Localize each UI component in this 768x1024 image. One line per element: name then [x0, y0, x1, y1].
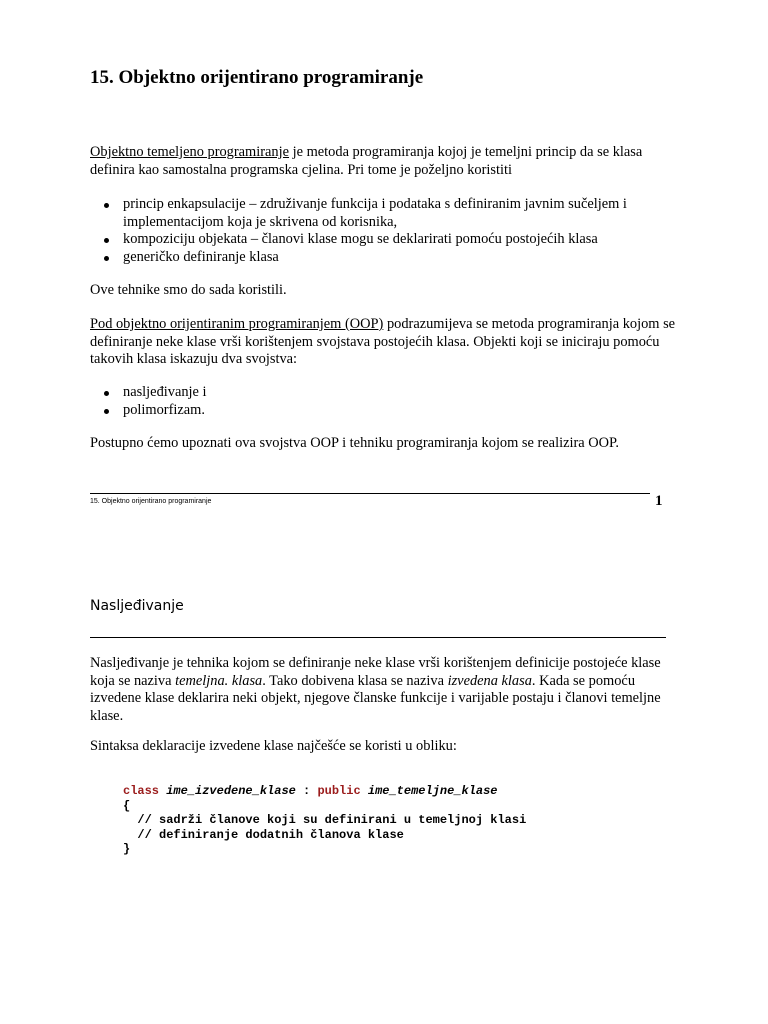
inheritance-paragraph [90, 655, 680, 725]
footer-rule [90, 493, 650, 494]
derived-class-term: izvedena klasa [447, 672, 532, 689]
list-item: polimorfizam. [123, 402, 713, 420]
techniques-list [90, 196, 713, 266]
oop-term: Pod objektno orijentiranim programiranjem (OOP) [90, 316, 384, 332]
oop-text: podrazumijeva se metoda programiranja kojom se definiranje neke klase vrši korištenjem svojstava postojećih klasa. Objekti koji se iniciraju pomoću takovih klasa iskazuju dva svojstva: [90, 316, 676, 367]
list-item: princip enkapsulacije – združivanje funkcija i podataka s definiranim javnim sučeljem i implementacijom koja je skrivena od korisnika, [123, 196, 713, 231]
list-item: nasljeđivanje i [123, 384, 713, 402]
closing-paragraph: Postupno ćemo upoznati ova svojstva OOP i tehniku programiranja kojom se realizira OOP. [90, 435, 620, 451]
heading-rule [90, 637, 666, 638]
oop-paragraph [90, 316, 680, 369]
section-heading: Nasljeđivanje [90, 598, 184, 614]
code-close-brace: } [123, 842, 131, 856]
intro-text: je metoda programiranja kojoj je temeljni princip da se klasa definira kao samostalna programska cjelina. Pri tome je poželjno koristiti [90, 144, 643, 178]
code-colon: : [295, 784, 318, 798]
list-item: kompoziciju objekata – članovi klase mogu se deklarirati pomoću postojećih klasa [123, 231, 713, 249]
para-text: Nasljeđivanje je tehnika kojom se definiranje neke klase vrši korištenjem definicije postojeće klase koja se naziva [90, 655, 661, 689]
properties-list [90, 384, 713, 419]
code-keyword-class: class [123, 784, 160, 798]
code-derived-name: ime_izvedene_klase [166, 784, 296, 798]
intro-term: Objektno temeljeno programiranje [90, 144, 290, 160]
code-comment: // definiranje dodatnih članova klase [123, 827, 404, 842]
code-block [123, 784, 526, 857]
code-comment: // sadrži članove koji su definirani u temeljnoj klasi [123, 813, 527, 827]
code-open-brace: { [123, 798, 131, 813]
para-text: . Kada se pomoću izvedene klase deklarira neki objekt, njegove članske funkcije i varijable postaju i članovi temeljne klase. [90, 672, 661, 724]
footer-chapter-label: 15. Objektno orijentirano programiranje [90, 498, 212, 505]
list-item: generičko definiranje klasa [123, 249, 713, 267]
para-text: . Tako dobivena klasa se naziva [262, 672, 448, 689]
intro-paragraph [90, 144, 680, 179]
code-keyword-public: public [317, 784, 361, 798]
used-note: Ove tehnike smo do sada koristili. [90, 282, 287, 298]
page-title: 15. Objektno orijentirano programiranje [90, 67, 424, 88]
code-base-name: ime_temeljne_klase [367, 784, 498, 798]
syntax-intro: Sintaksa deklaracije izvedene klase najčešće se koristi u obliku: [90, 738, 457, 754]
base-class-term: temeljna. klasa [175, 672, 263, 689]
page-number: 1 [655, 493, 663, 509]
